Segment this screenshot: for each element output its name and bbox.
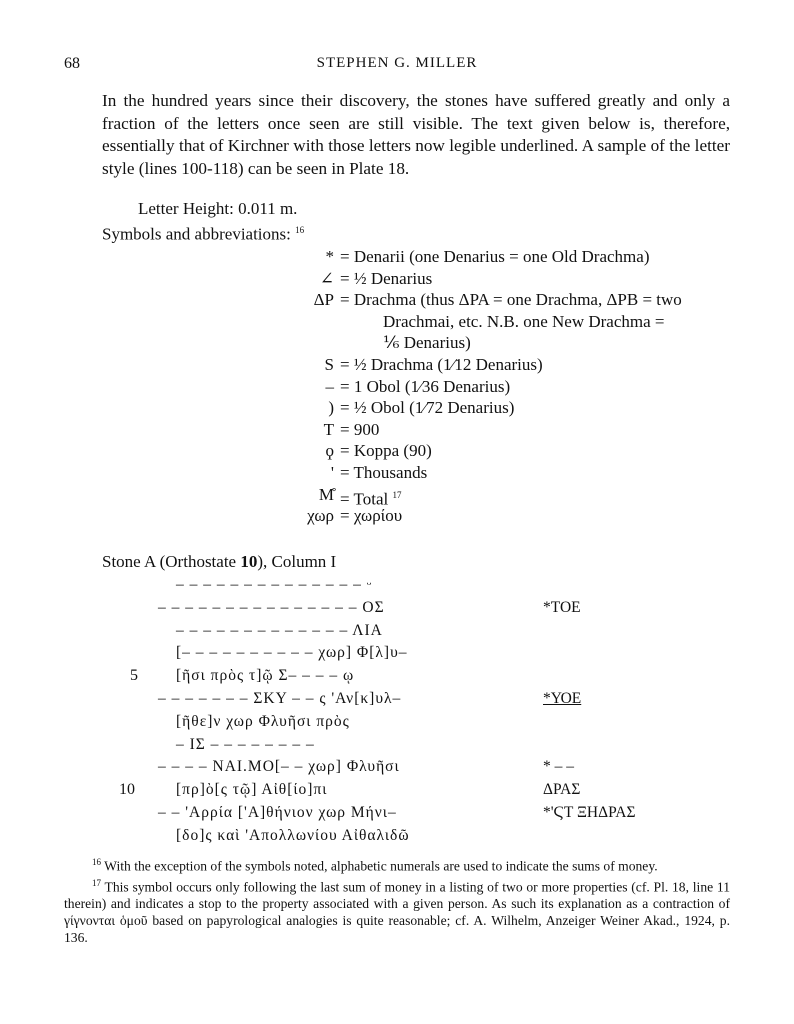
inscription-line: [ῆσι πρὸς τ]ῷ Σ– – – – ῳ [176,667,355,685]
inscription-line: – – – – – – – – – – – – – – ᵕ [176,576,373,593]
symbol-definition-text: = Drachma (thus ΔPA = one Drachma, ΔPB = two [340,290,682,310]
symbol-definition [340,462,427,484]
stone-heading-suffix: ), Column I [257,552,337,571]
symbol-key: T [323,419,334,439]
symbol-definition-text: = Denarii (one Denarius = one Old Drachma) [340,247,650,266]
symbol-key: ϙ [325,441,334,461]
symbol-definition-text: = Total [340,489,389,509]
inscription-sum: *'ϚΤ ΞΗΔΡΑΣ [543,804,636,821]
footnote-16-text: With the exception of the symbols noted, alphabetic numerals are used to indicate the sums of money. [104,858,658,874]
symbol-definition [340,376,510,398]
line-number: 5 [130,667,138,685]
symbol-key: ∠ [319,268,334,288]
symbol-definition [340,354,543,376]
symbols-heading-text: Symbols and abbreviations: [102,224,291,244]
intro-paragraph [102,90,730,180]
inscription-line: – – – – – – – – – – – – – – – ΟΣ [158,598,385,616]
symbol-definition-text: = 1 Obol (1⁄36 Denarius) [340,376,511,396]
symbol-definition [340,268,432,290]
page-number: 68 [64,55,80,72]
symbol-definition-text: ⅙ Denarius) [383,333,471,353]
inscription-line: – – – – – – – – – – – – – ΛΙΑ [176,621,383,639]
line-number: 10 [119,781,135,799]
symbol-definition [340,440,432,462]
symbol-definition [340,246,649,268]
inscription-line: [ῆθε]ν χωρ Φλυῆσι πρὸς [176,712,350,730]
symbol-definition [340,397,514,419]
symbol-definition [340,289,682,311]
symbol-definition [383,311,664,333]
symbol-definition [383,332,471,354]
symbol-definition-text: = Koppa (90) [340,441,432,461]
inscription-line: [δο]ς καὶ 'Απολλωνίου Αἰθαλιδῶ [176,826,410,844]
inscription-line: – – – – – – – ΣΚΥ – – ς 'Αν[κ]υλ– [158,690,402,707]
symbol-definition-text: = 900 [340,419,380,439]
inscription-line: – ΙΣ – – – – – – – – [176,735,315,753]
inscription-sum: *ΥΟΕ [543,690,582,707]
inscription-line: [– – – – – – – – – – χωρ] Φ[λ]υ– [176,644,408,662]
inscription-sum: * – – [543,758,574,776]
footnote-17-number: 17 [92,877,101,888]
symbol-definition-text: = ½ Drachma (1⁄12 Denarius) [340,355,543,374]
symbol-key: χωρ [307,506,334,526]
stone-heading-number: 10 [240,552,258,571]
symbol-key: ' [330,463,334,482]
symbol-key: – [325,376,334,396]
footnote-16 [64,854,730,875]
inscription-sum: ΔΡΑΣ [543,781,581,799]
symbol-key: ) [328,398,334,418]
symbol-definition-text: = ½ Obol (1⁄72 Denarius) [340,398,515,418]
running-title: STEPHEN G. MILLER [316,55,478,71]
footnote-ref-17: 17 [392,489,402,500]
symbol-key: * [325,247,334,266]
stone-heading-prefix: Stone A (Orthostate [102,552,241,571]
footnote-17-text: This symbol occurs only following the last sum of money in a listing of two or more properties (cf. Pl. 18, line 11 therein) and indicates a stop to the property associated with a given person. As such its explanation as a contraction of γίγνονται ὁμοῦ based on papyrological analogies is quite reasonable; cf. A. Wilhelm, Anzeiger Weiner Akad., 1924, p. 136. [64,879,730,946]
symbols-heading [102,219,304,246]
symbol-definition-text: Drachmai, etc. N.B. one New Drachma = [383,311,665,331]
inscription-line: – – – – ΝΑΙ.ΜΟ[– – χωρ] Φλυῆσι [158,758,400,776]
stone-heading [102,551,336,573]
footnote-17 [64,875,730,947]
symbol-key: ΔP [313,290,334,310]
symbol-definition [340,505,402,527]
symbol-key: M̊ [318,484,334,504]
footnote-16-number: 16 [92,857,101,867]
footnotes [64,854,730,946]
footnote-ref-16: 16 [295,225,305,235]
symbol-definition-text: = ½ Denarius [340,268,433,288]
symbol-definition-text: = χωρίου [340,506,403,526]
symbol-key: S [324,355,334,374]
symbol-definition [340,419,379,441]
inscription-line: – – 'Αρρία ['Α]θήνιον χωρ Μήνι– [158,804,397,821]
symbol-definition-text: = Thousands [340,463,428,482]
inscription-sum: *ΤΟΕ [543,598,581,616]
inscription-line: [πρ]ὸ[ς τῷ] Αἰθ[ίο]πι [176,781,328,799]
intro-text: In the hundred years since their discovery, the stones have suffered greatly and only a fraction of the letters once seen are still visible. The text given below is, therefore, essentially that of Kirchner with those letters now legible underlined. A sample of the letter style (lines 100-118) can be seen in Plate 18. [102,91,730,178]
letter-height: Letter Height: 0.011 m. [138,199,298,218]
